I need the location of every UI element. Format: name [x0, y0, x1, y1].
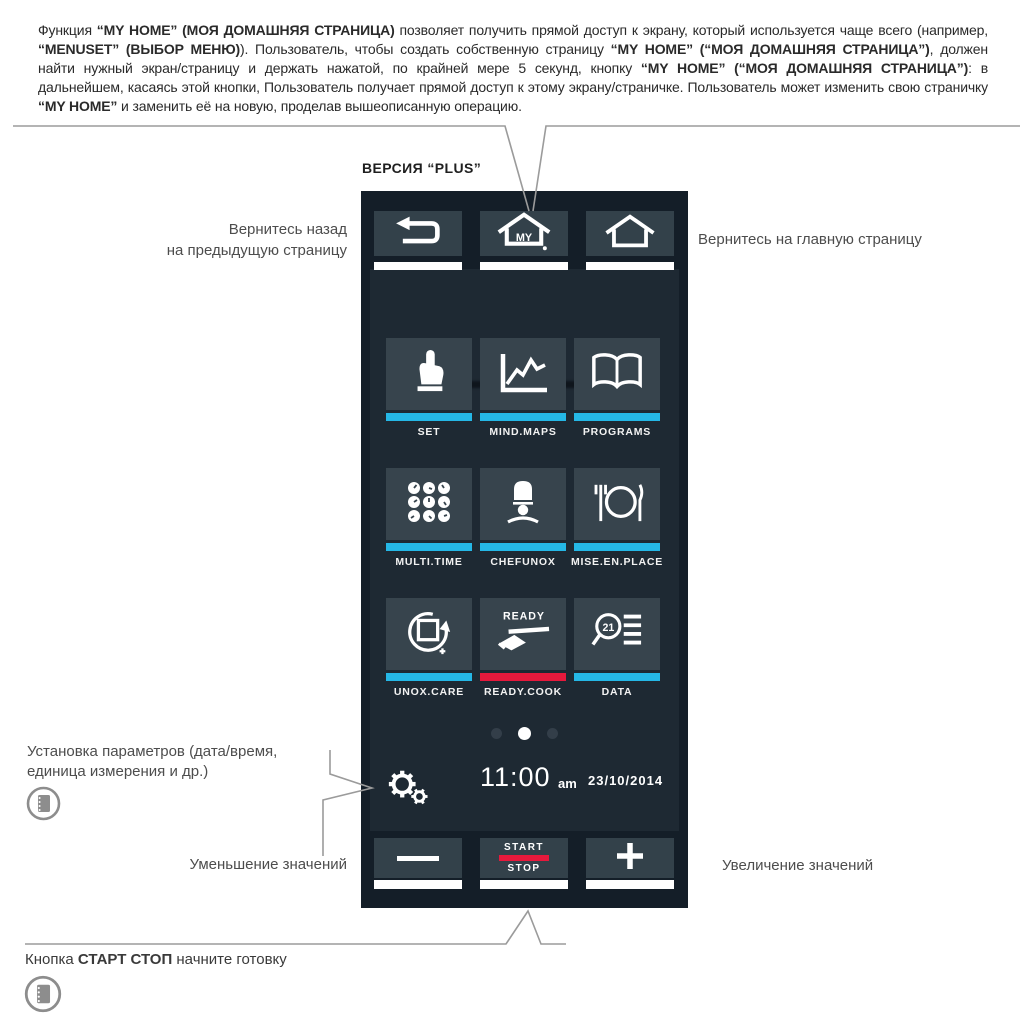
- oven-touchscreen-panel: [361, 191, 688, 908]
- clock-time: 11:00: [480, 762, 551, 792]
- my-home-button-underline: [480, 262, 568, 270]
- tile-underline: [386, 673, 472, 681]
- tile-label: MISE.EN.PLACE: [570, 556, 664, 568]
- annotation-decrease: Уменьшение значений: [189, 856, 347, 873]
- settings-gear-icon[interactable]: [386, 766, 428, 811]
- hand-tray-icon: [495, 608, 551, 661]
- my-home-button[interactable]: [480, 211, 568, 256]
- annotation-home: Вернитесь на главную страницу: [698, 231, 922, 248]
- tile-underline: [574, 413, 660, 421]
- svg-text:MY: MY: [515, 231, 533, 244]
- back-button[interactable]: [374, 211, 462, 256]
- open-book-icon: [590, 352, 644, 397]
- annotation-increase: Увеличение значений: [722, 857, 874, 874]
- tile-label: DATA: [601, 686, 633, 698]
- tile-underline: [480, 543, 566, 551]
- plus-button-underline: [586, 880, 674, 889]
- stop-label: STOP: [507, 862, 541, 874]
- plate-cutlery-icon: [589, 481, 645, 528]
- tile-label: UNOX.CARE: [393, 686, 465, 698]
- plus-icon: [615, 841, 645, 876]
- tile-underline: [480, 413, 566, 421]
- tile-programs[interactable]: [574, 338, 660, 410]
- clock-meridiem: am: [558, 776, 577, 791]
- tile-mind-maps[interactable]: [480, 338, 566, 410]
- start-stop-red-bar: [499, 855, 549, 861]
- tile-mise-en-place[interactable]: [574, 468, 660, 540]
- svg-text:READY: READY: [502, 609, 545, 622]
- booklet-circle-icon: [23, 974, 63, 1019]
- annotation-back: Вернитесь назад на предыдущую страницу: [166, 221, 347, 259]
- tile-underline: [386, 543, 472, 551]
- plus-button[interactable]: [586, 838, 674, 878]
- tile-underline: [480, 673, 566, 681]
- tile-label: READY.COOK: [483, 686, 562, 698]
- svg-text:21: 21: [602, 621, 615, 634]
- pager-dot[interactable]: [491, 728, 502, 739]
- tile-label: CHEFUNOX: [490, 556, 556, 568]
- tile-unox-care[interactable]: [386, 598, 472, 670]
- start-label: START: [503, 841, 545, 853]
- tile-underline: [574, 543, 660, 551]
- minus-button-underline: [374, 880, 462, 889]
- tile-label: MIND.MAPS: [489, 426, 557, 438]
- line-chart-icon: [497, 350, 549, 399]
- tile-label: MULTI.TIME: [395, 556, 463, 568]
- back-arrow-icon: [391, 215, 445, 252]
- back-button-underline: [374, 262, 462, 270]
- tile-ready-cook[interactable]: [480, 598, 566, 670]
- tile-chefunox[interactable]: [480, 468, 566, 540]
- pager-dots: [361, 727, 688, 740]
- home-button-underline: [586, 262, 674, 270]
- my-home-icon: [495, 211, 553, 256]
- press-hand-icon: [408, 348, 450, 401]
- minus-icon: [397, 856, 439, 861]
- tile-underline: [574, 673, 660, 681]
- booklet-circle-icon: [25, 785, 62, 827]
- tile-multi-time[interactable]: [386, 468, 472, 540]
- clock-grid-icon: [405, 479, 453, 530]
- intro-paragraph: Функция “MY HOME” (МОЯ ДОМАШНЯЯ СТРАНИЦА) позволяет получить прямой доступ к экрану, который используется чаще всего (например, “MENUSET” (ВЫБОР МЕНЮ)). Пользователь, чтобы создать собственную страницу “MY HOME” (“МОЯ ДОМАШНЯЯ СТРАНИЦА”), должен найти нужный экран/страницу и держать нажатой, по крайней мере 5 секунд, кнопку “MY HOME” (“МОЯ ДОМАШНЯЯ СТРАНИЦА”): в дальнейшем, касаясь этой кнопки, Пользователь получает прямой доступ к этому экрану/страничке. Пользователь может изменить свою страничку “MY HOME” и заменить её на новую, проделав вышеописанную операцию.: [38, 22, 988, 114]
- home-button[interactable]: [586, 211, 674, 256]
- start-stop-button-underline: [480, 880, 568, 889]
- refresh-square-icon: [404, 607, 454, 662]
- tile-set[interactable]: [386, 338, 472, 410]
- tile-label: SET: [417, 426, 441, 438]
- pager-dot[interactable]: [547, 728, 558, 739]
- magnifier-list-icon: [591, 610, 643, 659]
- minus-button[interactable]: [374, 838, 462, 878]
- tile-underline: [386, 413, 472, 421]
- start-stop-button[interactable]: [480, 838, 568, 878]
- chef-icon: [500, 478, 546, 531]
- pager-dot-active[interactable]: [518, 727, 531, 740]
- date-display: 23/10/2014: [588, 773, 664, 788]
- start-stop-caption: Кнопка СТАРТ СТОП начните готовку: [25, 951, 287, 968]
- tile-label: PROGRAMS: [582, 426, 652, 438]
- annotation-settings: Установка параметров (дата/время, единица измерения и др.): [27, 743, 278, 780]
- version-label: ВЕРСИЯ “PLUS”: [362, 160, 482, 176]
- home-icon: [603, 213, 657, 254]
- tile-data[interactable]: [574, 598, 660, 670]
